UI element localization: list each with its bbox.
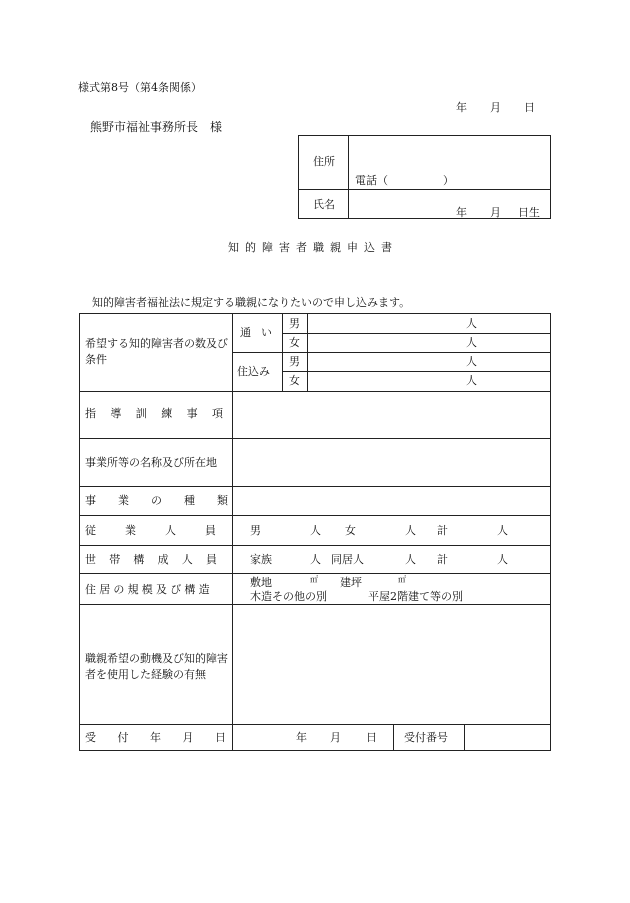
commute-male-label: 男 [289, 317, 300, 330]
employees-label: 従業人員 [85, 524, 245, 537]
form-number: 様式第8号（第4条関係） [78, 81, 202, 94]
employees-total-unit: 人 [497, 524, 508, 537]
commute-label: 通い [240, 326, 282, 339]
receipt-day: 日 [366, 731, 377, 744]
employees-female: 女 [345, 524, 356, 537]
residence-floor: 建坪 [340, 576, 362, 589]
form-title: 知的障害者職親申込書 [228, 241, 398, 254]
receipt-label: 受付年月日 [85, 731, 248, 744]
household-family: 家族 [250, 553, 272, 566]
wish-label: 希望する知的障害者の数及び条件 [85, 337, 228, 366]
phone-label: 電話（ ） [355, 174, 454, 187]
employees-male-unit: 人 [310, 524, 321, 537]
household-family-unit: 人 [310, 553, 321, 566]
birth-year: 年 [456, 206, 467, 219]
household-total: 計 [437, 553, 448, 566]
motive-label: 職親希望の動機及び知的障害者を使用した経験の有無 [85, 652, 228, 681]
birth-day: 日生 [518, 206, 540, 219]
name-label: 氏名 [313, 198, 335, 211]
residence-wooden: 木造その他の別 [250, 590, 327, 603]
commute-male-unit: 人 [466, 317, 477, 330]
live-in-label: 住込み [237, 365, 270, 378]
residence-label: 住居の規模及び構造 [85, 583, 213, 596]
live-in-female-unit: 人 [466, 374, 477, 387]
employees-total: 計 [437, 524, 448, 537]
address-label: 住所 [313, 155, 335, 168]
business-place-label: 事業所等の名称及び所在地 [85, 456, 217, 469]
live-in-male-unit: 人 [466, 355, 477, 368]
household-total-unit: 人 [497, 553, 508, 566]
residence-storeys: 平屋2階建て等の別 [368, 590, 463, 603]
live-in-male-label: 男 [289, 355, 300, 368]
employees-male: 男 [250, 524, 261, 537]
employees-female-unit: 人 [405, 524, 416, 537]
business-type-label: 事業の種類 [85, 494, 250, 507]
date-year: 年 [456, 101, 467, 114]
household-cohabitant: 同居人 [331, 553, 364, 566]
commute-female-unit: 人 [466, 336, 477, 349]
date-day: 日 [524, 101, 535, 114]
household-label: 世帯構成人員 [85, 553, 231, 566]
household-cohabitant-unit: 人 [405, 553, 416, 566]
receipt-year: 年 [296, 731, 307, 744]
guidance-label: 指導訓練事項 [85, 407, 238, 420]
commute-female-label: 女 [289, 336, 300, 349]
intro-text: 知的障害者福祉法に規定する職親になりたいので申し込みます。 [92, 296, 411, 309]
receipt-number-label: 受付番号 [404, 731, 448, 744]
residence-site-unit: ㎡ [310, 575, 318, 584]
addressee: 熊野市福祉事務所長 様 [90, 120, 223, 134]
residence-site: 敷地 [250, 576, 272, 589]
live-in-female-label: 女 [289, 374, 300, 387]
date-month: 月 [490, 101, 501, 114]
residence-floor-unit: ㎡ [398, 575, 406, 584]
birth-month: 月 [490, 206, 501, 219]
receipt-month: 月 [330, 731, 341, 744]
